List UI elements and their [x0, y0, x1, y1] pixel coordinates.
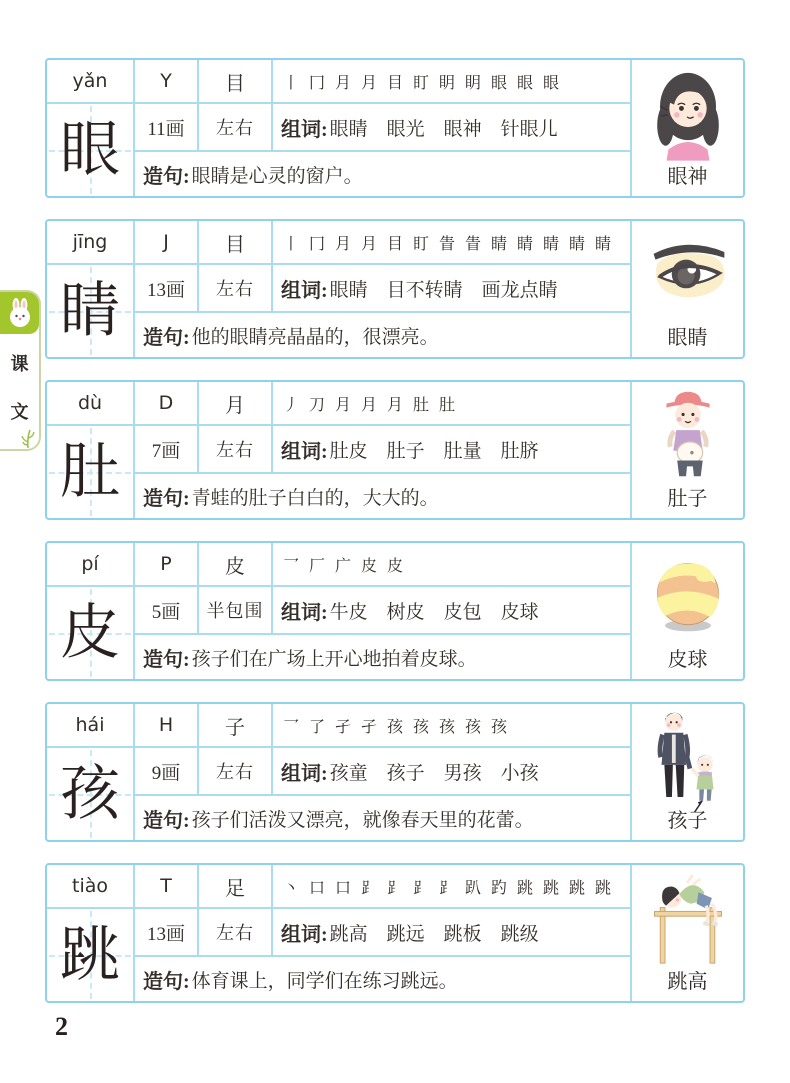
pinyin: hái	[47, 704, 135, 748]
sentence-text: 眼睛是心灵的窗户。	[191, 165, 363, 187]
stroke-count: 13画	[135, 265, 199, 313]
sentence-label: 造句:	[143, 970, 190, 993]
main-character: 眼	[60, 117, 120, 183]
plant-sprig-icon	[18, 426, 38, 448]
character-grid	[47, 104, 135, 196]
words-label: 组词:	[281, 762, 328, 785]
character-card-yan	[45, 58, 745, 198]
words-list: 眼睛 目不转睛 画龙点睛	[329, 279, 558, 301]
initial-letter: Y	[135, 60, 199, 104]
page-number: 2	[55, 1012, 68, 1041]
words-row	[273, 104, 630, 152]
words-list: 跳高 跳远 跳板 跳级	[329, 923, 539, 945]
pinyin: yǎn	[47, 60, 135, 104]
character-card-hai	[45, 702, 745, 842]
character-card-list	[45, 58, 745, 1003]
radical: 目	[199, 60, 273, 104]
stroke-count: 11画	[135, 104, 199, 152]
stroke-count: 7画	[135, 426, 199, 474]
sentence-row	[135, 957, 630, 1001]
illustration-caption: 皮球	[667, 649, 708, 671]
illustration-caption: 眼神	[667, 166, 708, 188]
words-row	[273, 587, 630, 635]
words-row	[273, 748, 630, 796]
words-list: 孩童 孩子 男孩 小孩	[329, 762, 539, 784]
character-grid	[47, 748, 135, 840]
radical: 皮	[199, 543, 273, 587]
adult-and-child-illustration	[645, 710, 731, 814]
illustration-caption: 眼睛	[667, 327, 708, 349]
structure-type: 左右	[199, 265, 273, 313]
illustration-cell	[630, 221, 743, 357]
sentence-row	[135, 152, 630, 196]
structure-type: 半包围	[199, 587, 273, 635]
sentence-text: 孩子们活泼又漂亮，就像春天里的花蕾。	[191, 809, 534, 831]
main-character: 孩	[60, 761, 120, 827]
words-list: 眼睛 眼光 眼神 针眼儿	[329, 118, 558, 140]
character-card-pi	[45, 541, 745, 681]
main-character: 跳	[60, 922, 120, 988]
boy-belly-illustration	[653, 388, 723, 486]
structure-type: 左右	[199, 104, 273, 152]
structure-type: 左右	[199, 748, 273, 796]
pinyin: dù	[47, 382, 135, 426]
sentence-text: 他的眼睛亮晶晶的，很漂亮。	[191, 326, 439, 348]
pinyin: pí	[47, 543, 135, 587]
stroke-order: 丨 冂 月 月 目 盯 眀 眀 眼 眼 眼	[273, 60, 630, 104]
words-row	[273, 265, 630, 313]
stroke-order: 乛 厂 广 皮 皮	[273, 543, 630, 587]
initial-letter: T	[135, 865, 199, 909]
rabbit-icon	[7, 298, 33, 328]
sentence-label: 造句:	[143, 648, 190, 671]
character-grid	[47, 909, 135, 1001]
words-label: 组词:	[281, 279, 328, 302]
stroke-order: 丶 口 口 ⻊ ⻊ ⻊ ⻊ 趴 趵 跳 跳 跳 跳	[273, 865, 630, 909]
initial-letter: P	[135, 543, 199, 587]
stroke-order: 丿 刀 月 月 月 肚 肚	[273, 382, 630, 426]
character-card-jing	[45, 219, 745, 359]
ball-illustration	[645, 549, 731, 641]
stroke-order: 丨 冂 月 月 目 盯 眚 眚 睛 睛 睛 睛 睛	[273, 221, 630, 265]
character-card-du	[45, 380, 745, 520]
sentence-row	[135, 474, 630, 518]
words-row	[273, 909, 630, 957]
words-row	[273, 426, 630, 474]
illustration-cell	[630, 382, 743, 518]
lesson-tab	[0, 290, 41, 451]
words-list: 牛皮 树皮 皮包 皮球	[329, 601, 539, 623]
radical: 目	[199, 221, 273, 265]
main-character: 肚	[60, 439, 120, 505]
character-grid	[47, 265, 135, 357]
main-character: 皮	[60, 600, 120, 666]
character-card-tiao	[45, 863, 745, 1003]
tab-label	[0, 350, 39, 424]
words-label: 组词:	[281, 440, 328, 463]
structure-type: 左右	[199, 426, 273, 474]
pinyin: tiào	[47, 865, 135, 909]
words-label: 组词:	[281, 118, 328, 141]
initial-letter: H	[135, 704, 199, 748]
words-label: 组词:	[281, 923, 328, 946]
initial-letter: J	[135, 221, 199, 265]
sentence-row	[135, 635, 630, 679]
character-grid	[47, 587, 135, 679]
sentence-text: 青蛙的肚子白白的，大大的。	[191, 487, 439, 509]
illustration-caption: 孩子	[667, 810, 708, 832]
illustration-cell	[630, 704, 743, 840]
sentence-label: 造句:	[143, 165, 190, 188]
stroke-count: 5画	[135, 587, 199, 635]
sentence-text: 体育课上，同学们在练习跳远。	[191, 970, 458, 992]
structure-type: 左右	[199, 909, 273, 957]
sentence-label: 造句:	[143, 487, 190, 510]
radical: 子	[199, 704, 273, 748]
girl-portrait-illustration	[646, 66, 730, 162]
words-list: 肚皮 肚子 肚量 肚脐	[329, 440, 539, 462]
pinyin: jīng	[47, 221, 135, 265]
sentence-row	[135, 313, 630, 357]
words-label: 组词:	[281, 601, 328, 624]
tab-char-1: 课	[10, 354, 29, 374]
eye-illustration	[644, 227, 732, 319]
sentence-label: 造句:	[143, 809, 190, 832]
stroke-order: 乛 了 孑 孑 孩 孩 孩 孩 孩	[273, 704, 630, 748]
high-jump-illustration	[643, 871, 733, 971]
sentence-row	[135, 796, 630, 840]
illustration-caption: 跳高	[667, 971, 708, 993]
tab-char-2: 文	[10, 402, 29, 422]
main-character: 睛	[60, 278, 120, 344]
sentence-label: 造句:	[143, 326, 190, 349]
initial-letter: D	[135, 382, 199, 426]
radical: 足	[199, 865, 273, 909]
character-grid	[47, 426, 135, 518]
tab-header	[0, 292, 39, 334]
stroke-count: 13画	[135, 909, 199, 957]
radical: 月	[199, 382, 273, 426]
illustration-cell	[630, 865, 743, 1001]
illustration-cell	[630, 60, 743, 196]
illustration-cell	[630, 543, 743, 679]
stroke-count: 9画	[135, 748, 199, 796]
sentence-text: 孩子们在广场上开心地拍着皮球。	[191, 648, 477, 670]
illustration-caption: 肚子	[667, 488, 708, 510]
